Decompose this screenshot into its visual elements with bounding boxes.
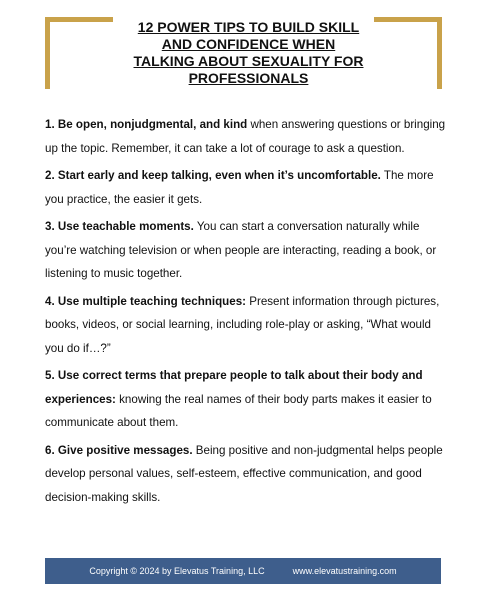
footer-website-link[interactable]: www.elevatustraining.com [292, 566, 397, 576]
tip-item [45, 290, 450, 361]
tip-item [45, 215, 450, 286]
tips-list [45, 113, 450, 513]
page-title [100, 19, 397, 87]
tip-item [45, 113, 450, 160]
tip-heading: 4. Use multiple teaching techniques: [45, 294, 246, 308]
tip-item [45, 439, 450, 510]
tip-heading: 1. Be open, nonjudgmental, and kind [45, 118, 248, 131]
footer-bar [45, 558, 441, 584]
title-line: PROFESSIONALS [188, 70, 309, 86]
tip-text: The more you practice, the easier it gets. [45, 169, 434, 206]
tip-text: knowing the real names of their body parts makes it easier to communicate about them. [45, 392, 432, 429]
title-line: AND CONFIDENCE WHEN [161, 36, 336, 52]
title-line: 12 POWER TIPS TO BUILD SKILL [137, 19, 360, 35]
tip-heading: 2. Start early and keep talking, even when it’s uncomfortable. [45, 169, 381, 182]
tip-text: Being positive and non-judgmental helps people develop personal values, self-esteem, effective communication, and good decision-making skills. [45, 443, 443, 504]
tip-text: Present information through pictures, books, videos, or social learning, including role-play or asking, “What would you do if…?” [45, 294, 440, 355]
footer-copyright: Copyright © 2024 by Elevatus Training, LLC [89, 566, 265, 576]
title-line: TALKING ABOUT SEXUALITY FOR [133, 53, 364, 69]
tip-item [45, 164, 450, 211]
tip-item [45, 364, 450, 435]
tip-heading: 6. Give positive messages. [45, 443, 193, 457]
tip-heading: 3. Use teachable moments. [45, 220, 194, 233]
tip-text: when answering questions or bringing up the topic. Remember, it can take a lot of courage to ask a question. [45, 118, 446, 155]
tip-heading: 5. Use correct terms that prepare people to talk about their body and experiences: [45, 369, 423, 406]
tip-text: You can start a conversation naturally while you’re watching television or when people are interacting, reading a book, or listening to music together. [45, 220, 437, 280]
